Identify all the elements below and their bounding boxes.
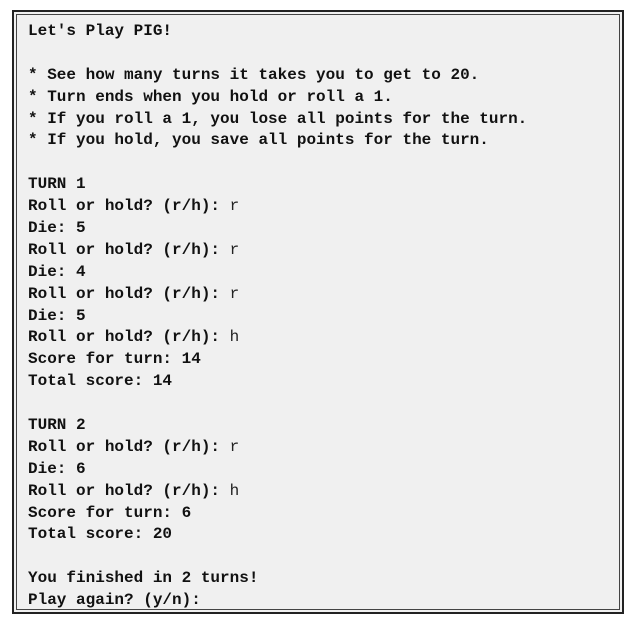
- blank-line: [28, 43, 619, 65]
- total-score-line: [28, 524, 619, 546]
- die-value: 6: [76, 459, 86, 478]
- play-again-line: [28, 590, 619, 610]
- blank-line: [28, 393, 619, 415]
- die-label: Die:: [28, 219, 77, 238]
- turn-score-line: [28, 349, 619, 371]
- roll-hold-prompt: Roll or hold? (r/h):: [28, 481, 230, 500]
- die-label: Die:: [28, 306, 77, 325]
- die-line: [28, 459, 619, 481]
- rule-line: * If you hold, you save all points for the turn.: [28, 131, 489, 150]
- die-line: [28, 218, 619, 240]
- user-input: r: [229, 197, 240, 216]
- roll-hold-prompt-line: [28, 196, 619, 218]
- turn-score-value: 6: [181, 503, 192, 522]
- turn-header: TURN 2: [28, 416, 86, 435]
- die-value: 5: [76, 306, 86, 325]
- roll-hold-prompt-line: [28, 481, 619, 503]
- die-label: Die:: [28, 262, 77, 281]
- rule-line: * See how many turns it takes you to get to 20.: [28, 65, 480, 84]
- rule-line: * If you roll a 1, you lose all points for the turn.: [28, 109, 528, 128]
- user-input: h: [229, 481, 240, 500]
- roll-hold-prompt: Roll or hold? (r/h):: [28, 437, 230, 456]
- roll-hold-prompt-line: [28, 240, 619, 262]
- console-title: Let's Play PIG!: [28, 22, 173, 40]
- console-window: [12, 10, 624, 614]
- die-value: 5: [76, 219, 86, 238]
- total-score-label: Total score:: [28, 372, 153, 391]
- user-input: h: [229, 328, 240, 347]
- roll-hold-prompt: Roll or hold? (r/h):: [28, 197, 230, 216]
- roll-hold-prompt-line: [28, 437, 619, 459]
- die-label: Die:: [28, 459, 77, 478]
- roll-hold-prompt: Roll or hold? (r/h):: [28, 284, 230, 303]
- console-output[interactable]: [16, 14, 620, 610]
- die-line: [28, 306, 619, 328]
- rule-line: * Turn ends when you hold or roll a 1.: [28, 87, 393, 106]
- roll-hold-prompt: Roll or hold? (r/h):: [28, 328, 230, 347]
- total-score-value: 20: [152, 525, 173, 544]
- finished-message: You finished in 2 turns!: [28, 569, 259, 588]
- die-line: [28, 262, 619, 284]
- blank-line: [28, 152, 619, 174]
- play-again-prompt: Play again? (y/n):: [28, 591, 211, 610]
- die-value: 4: [76, 262, 86, 281]
- total-score-label: Total score:: [28, 525, 153, 544]
- turn-score-value: 14: [181, 350, 201, 369]
- total-score-line: [28, 371, 619, 393]
- roll-hold-prompt-line: [28, 327, 619, 349]
- roll-hold-prompt: Roll or hold? (r/h):: [28, 240, 230, 259]
- turn-score-line: [28, 503, 619, 525]
- total-score-value: 14: [152, 372, 173, 391]
- user-input: r: [229, 437, 240, 456]
- turn-header: TURN 1: [28, 175, 86, 194]
- user-input: r: [229, 240, 240, 259]
- roll-hold-prompt-line: [28, 284, 619, 306]
- blank-line: [28, 546, 619, 568]
- user-input: r: [229, 284, 240, 303]
- turn-score-label: Score for turn:: [28, 350, 182, 369]
- turn-score-label: Score for turn:: [28, 503, 182, 522]
